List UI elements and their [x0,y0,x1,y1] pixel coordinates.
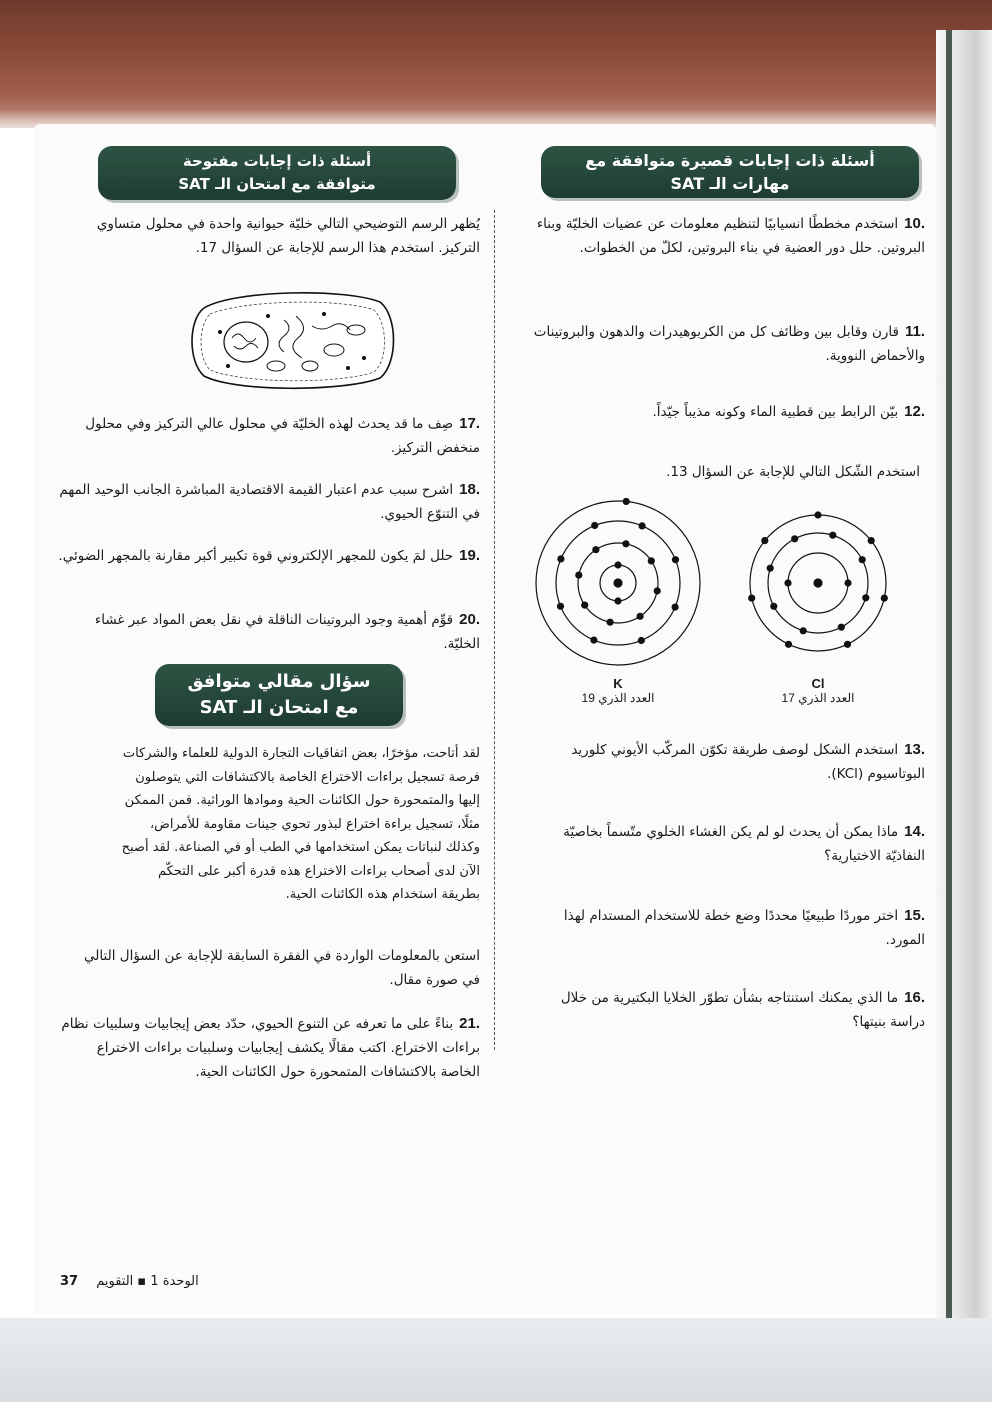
electron-dot [748,595,755,602]
question-12 [530,400,925,424]
question-17 [58,412,480,460]
question-19 [58,544,480,568]
unit-label: الوحدة 1 ▪ التقويم [96,1274,199,1289]
electron-dot [557,555,564,562]
question-11 [530,320,925,368]
electron-dot [770,603,777,610]
electron-dot [591,522,598,529]
question-text: اختر موردًا طبيعيًا محددًا وضع خطة للاستخدام المستدام لهذا المورد. [563,908,925,948]
electron-dot [838,624,845,631]
atom-cl-label [758,676,878,705]
question-number: .11 [904,323,925,340]
open-answer-header-line1: أسئلة ذات إجابات مفتوحة [182,152,372,170]
electron-dot [581,602,588,609]
electron-dot [881,595,888,602]
electron-dot [784,579,791,586]
question-14 [530,820,925,868]
electron-dot [814,511,821,518]
electron-dot [648,557,655,564]
atom-cl-symbol: Cl [811,676,825,691]
electron-dot [761,537,768,544]
atom-k-symbol: K [613,676,623,691]
question-text: استخدم مخططًا انسيابيًا لتنظيم معلومات عن عضيات الخليّة وبناء البروتين. حلل دور العضية في بناء البروتين، لكلّ من الخطوات. [536,216,925,256]
atom-k-label [558,676,678,705]
question-number: .13 [904,741,925,758]
electron-dot [791,535,798,542]
question-number: .15 [904,907,925,924]
question-number: .16 [904,989,925,1006]
essay-header [155,664,403,726]
electron-dot [557,603,564,610]
question-number: .10 [904,215,925,232]
open-answer-header-line2: متوافقة مع امتحان الـ SAT [178,175,376,193]
electron-dot [672,604,679,611]
electron-dot [590,637,597,644]
electron-dot [844,579,851,586]
question-21 [58,1012,480,1084]
page-footer [60,1274,199,1289]
question-number: .12 [904,403,925,420]
electron-dot [639,522,646,529]
essay-paragraph: لقد أتاحت، مؤخرًا، بعض اتفاقيات التجارة الدولية للعلماء والشركات فرصة تسجيل براءات الاختراع الخاصة بالاكتشافات التي يتوصلون إليها والمتمحورة حول الكائنات الحية وموادها الوراثية. فمن الممكن مثلًا، تسجيل براءة اختراع لبذور تحوي جينات مقاومة للأمراض، وكذلك لنباتات يمكن استخدامها في الطب أو في الصناعة. لقد أصبح الآن لدى أصحاب براءات الاختراع هذه قدرة أكبر على التحكّم بطريقة استخدام هذه الكائنات الحية. [121,746,480,902]
electron-dot [592,546,599,553]
question-number: .14 [904,823,925,840]
short-answer-header [541,146,919,198]
short-answer-header-line2: مهارات الـ SAT [670,174,790,193]
cell-figure-intro: يُظهر الرسم التوضيحي التالي خليّة حيوانية واحدة في محلول متساوي التركيز. استخدم هذا الرسم للإجابة عن السؤال 17. [96,216,480,256]
question-number: .20 [459,611,480,628]
question-text: استخدم الشكل لوصف طريقة تكوّن المركّب الأيوني كلوريد البوتاسيوم (KCl). [571,742,925,782]
question-text: ماذا يمكن أن يحدث لو لم يكن الغشاء الخلوي متّسماً بخاصيّة النفاذيّة الاختيارية؟ [563,824,925,864]
question-text: قارن وقابل بين وظائف كل من الكربوهيدرات والدهون والبروتينات والأحماض النووية. [533,324,925,364]
question-10 [530,212,925,260]
question-text: ما الذي يمكنك استنتاجه بشأن تطوّر الخلايا البكتيرية من خلال دراسة بنيتها؟ [560,990,925,1030]
atom-k-number: العدد الذري 19 [581,691,655,705]
bottom-band [0,1318,992,1402]
question-13 [530,738,925,786]
electron-dot [868,537,875,544]
question-number: .17 [459,415,480,432]
question-text: بناءً على ما تعرفه عن التنوع الحيوي، حدّد بعض إيجابيات وسلبيات نظام براءات الاختراع. اكتب مقالًا يكشف إيجابيات وسلبيات براءات الاختراع الخاصة بالاكتشافات المتمحورة حول الكائنات الحية. [61,1016,480,1080]
open-answer-header [98,146,456,200]
animal-cell-illustration [184,286,400,394]
essay-header-line2: مع امتحان الـ SAT [199,697,359,718]
question-number: .19 [459,547,480,564]
question-number: .21 [459,1015,480,1032]
electron-dot [638,637,645,644]
column-divider [494,210,495,1050]
question-18 [58,478,480,526]
atom-cl-number: العدد الذري 17 [781,691,855,705]
electron-dot [767,565,774,572]
electron-dot [614,561,621,568]
figure-intro: استخدم الشّكل التالي للإجابة عن السؤال 13. [666,464,920,480]
electron-dot [785,641,792,648]
electron-dot [654,587,661,594]
atom-diagrams [528,498,928,678]
page-edge [936,30,992,1330]
short-answer-header-line1: أسئلة ذات إجابات قصيرة متوافقة مع [585,151,875,170]
question-15 [530,904,925,952]
question-text: اشرح سبب عدم اعتبار القيمة الاقتصادية المباشرة الجانب الوحيد المهم في التنوّع الحيوي. [59,482,480,522]
essay-instruction: استعن بالمعلومات الواردة في الفقرة السابقة للإجابة عن السؤال التالي في صورة مقال. [84,948,480,988]
electron-dot [622,540,629,547]
electron-dot [614,597,621,604]
top-photo-band [0,0,992,128]
electron-dot [862,594,869,601]
question-text: قوِّم أهمية وجود البروتينات الناقلة في نقل بعض المواد عبر غشاء الخليّة. [94,612,480,652]
question-16 [530,986,925,1034]
question-text: صِف ما قد يحدث لهذه الخليّة في محلول عالي التركيز وفي محلول منخفض التركيز. [85,416,480,456]
question-text: حلل لمَ يكون للمجهر الإلكتروني قوة تكبير أكبر مقارنة بالمجهر الضوئي. [58,548,454,564]
electron-dot [859,556,866,563]
essay-header-line1: سؤال مقالي متوافق [187,671,371,692]
electron-dot [829,532,836,539]
electron-dot [607,619,614,626]
electron-dot [844,641,851,648]
electron-dot [637,613,644,620]
electron-dot [623,498,630,505]
page-number: 37 [60,1274,79,1289]
electron-dot [672,556,679,563]
question-text: بيّن الرابط بين قطبية الماء وكونه مذيباً جيّداً. [652,404,899,420]
atom-k-diagram [536,498,700,665]
question-number: .18 [459,481,480,498]
question-20 [58,608,480,656]
atom-cl-diagram [750,515,886,651]
electron-dot [800,627,807,634]
electron-dot [575,572,582,579]
